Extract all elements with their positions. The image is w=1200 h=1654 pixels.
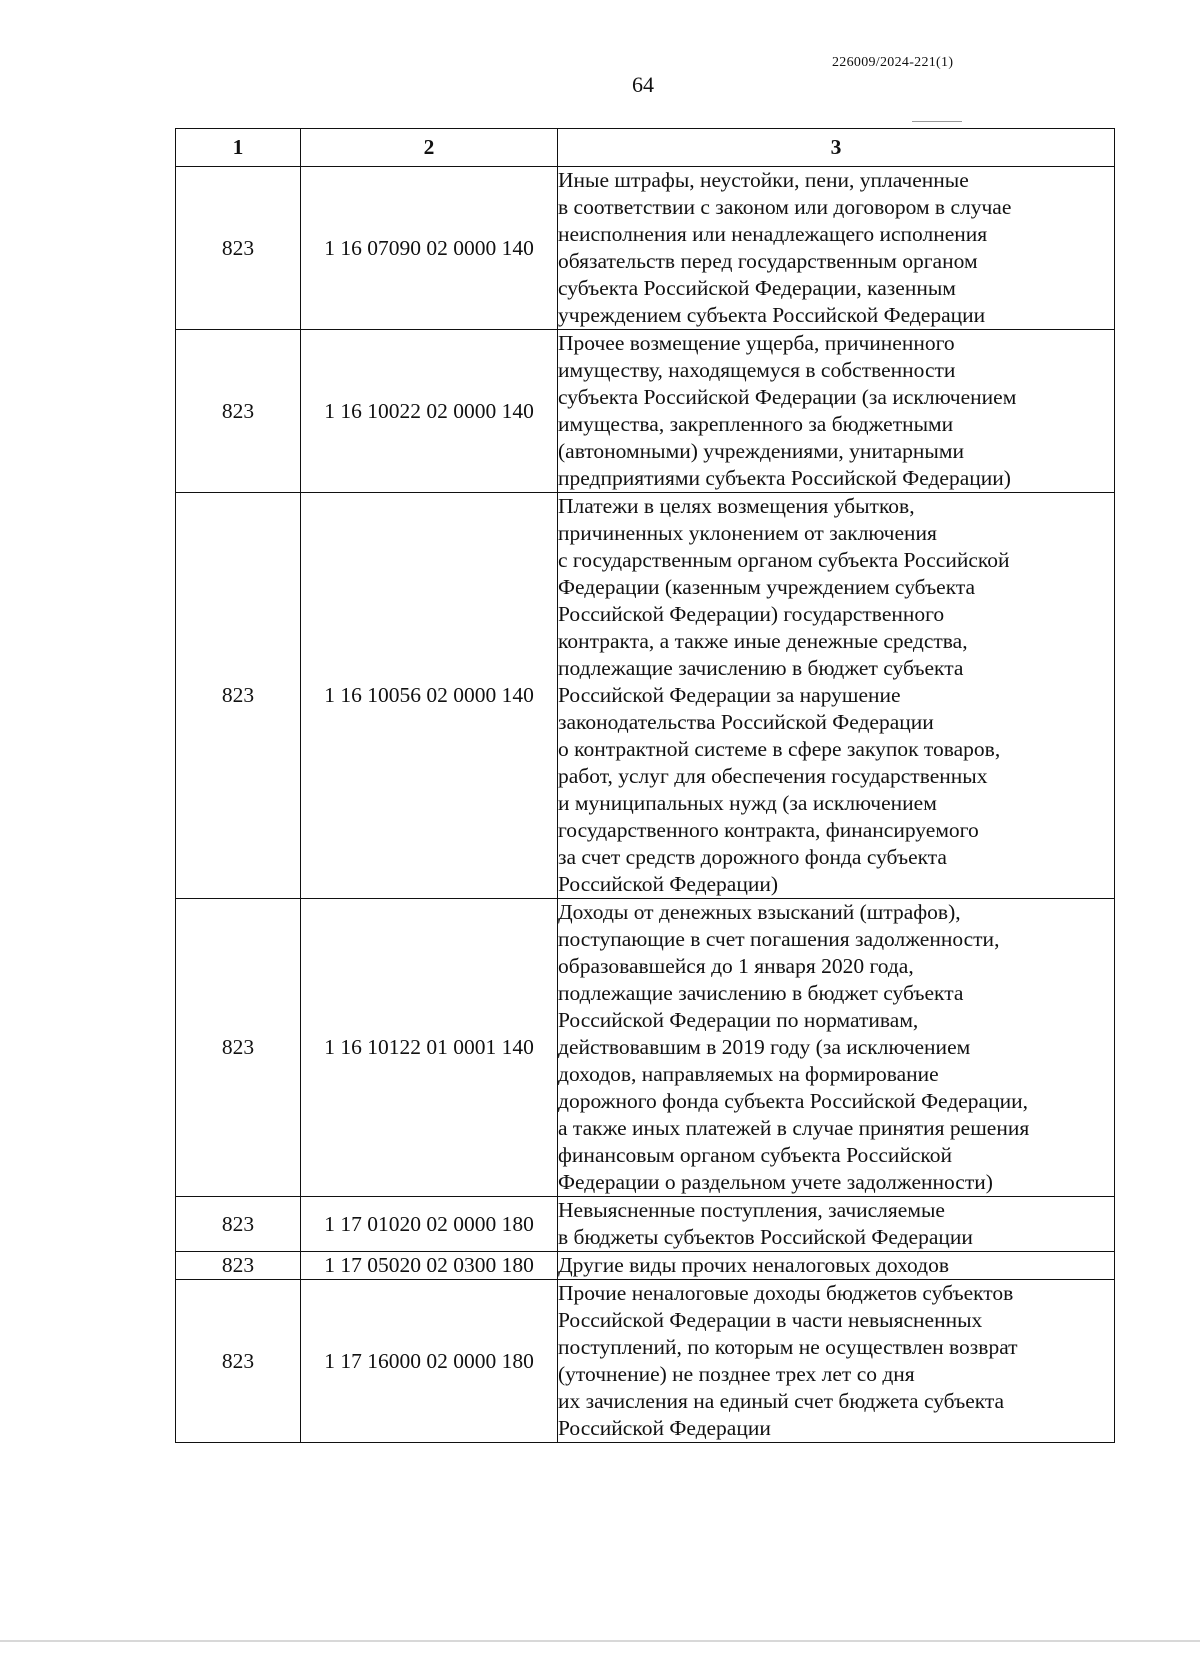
- administrator-code-cell: 823: [176, 167, 301, 330]
- description-line: о контрактной системе в сфере закупок товаров,: [558, 737, 1001, 761]
- administrator-code-cell: 823: [176, 493, 301, 899]
- description-line: Российской Федерации: [558, 1416, 771, 1440]
- description-line: учреждением субъекта Российской Федерации: [558, 303, 986, 327]
- description-line: поступающие в счет погашения задолженности,: [558, 927, 1000, 951]
- description-line: действовавшим в 2019 году (за исключением: [558, 1035, 971, 1059]
- page-number: 64: [632, 72, 654, 97]
- table-row: [176, 1197, 1115, 1252]
- description-line: (автономными) учреждениями, унитарными: [558, 439, 964, 463]
- column-header-1: 1: [176, 129, 301, 167]
- top-rule: [912, 121, 962, 122]
- description-line: доходов, направляемых на формирование: [558, 1062, 939, 1086]
- table-header: [176, 129, 1115, 167]
- description-line: финансовым органом субъекта Российской: [558, 1143, 953, 1167]
- description-line: Российской Федерации в части невыясненных: [558, 1308, 983, 1332]
- revenue-codes-table: [175, 128, 1115, 1443]
- description-line: подлежащие зачислению в бюджет субъекта: [558, 981, 964, 1005]
- table-row: [176, 1280, 1115, 1443]
- administrator-code-cell: 823: [176, 1197, 301, 1252]
- description-line: обязательств перед государственным органом: [558, 249, 978, 273]
- budget-classification-code-cell: 1 17 01020 02 0000 180: [301, 1197, 558, 1252]
- description-line: Иные штрафы, неустойки, пени, уплаченные: [558, 168, 969, 192]
- description-line: Федерации о раздельном учете задолженности): [558, 1170, 993, 1194]
- description-line: их зачисления на единый счет бюджета субъекта: [558, 1389, 1005, 1413]
- table-header-row: [176, 129, 1115, 167]
- administrator-code-cell: 823: [176, 330, 301, 493]
- description-line: дорожного фонда субъекта Российской Федерации,: [558, 1089, 1028, 1113]
- description-line: с государственным органом субъекта Российской: [558, 548, 1010, 572]
- table-row: [176, 899, 1115, 1197]
- description-line: законодательства Российской Федерации: [558, 710, 934, 734]
- document-number: 226009/2024-221(1): [832, 55, 954, 70]
- budget-classification-code-cell: 1 17 05020 02 0300 180: [301, 1252, 558, 1280]
- description-line: Другие виды прочих неналоговых доходов: [558, 1253, 950, 1277]
- description-line: Платежи в целях возмещения убытков,: [558, 494, 915, 518]
- description-line: поступлений, по которым не осуществлен возврат: [558, 1335, 1018, 1359]
- description-line: подлежащие зачислению в бюджет субъекта: [558, 656, 964, 680]
- budget-classification-code-cell: 1 16 10022 02 0000 140: [301, 330, 558, 493]
- revenue-description-cell: [558, 1197, 1115, 1252]
- table-row: [176, 493, 1115, 899]
- table-row: [176, 1252, 1115, 1280]
- description-line: Федерации (казенным учреждением субъекта: [558, 575, 976, 599]
- description-line: Доходы от денежных взысканий (штрафов),: [558, 900, 961, 924]
- description-line: и муниципальных нужд (за исключением: [558, 791, 937, 815]
- revenue-description-cell: [558, 1252, 1115, 1280]
- budget-classification-code-cell: 1 16 10122 01 0001 140: [301, 899, 558, 1197]
- budget-classification-code-cell: 1 16 10056 02 0000 140: [301, 493, 558, 899]
- description-line: а также иных платежей в случае принятия решения: [558, 1116, 1030, 1140]
- description-line: в бюджеты субъектов Российской Федерации: [558, 1225, 973, 1249]
- column-header-2: 2: [301, 129, 558, 167]
- description-line: причиненных уклонением от заключения: [558, 521, 937, 545]
- description-line: имущества, закрепленного за бюджетными: [558, 412, 954, 436]
- revenue-description-cell: [558, 167, 1115, 330]
- description-line: Прочее возмещение ущерба, причиненного: [558, 331, 955, 355]
- description-line: неисполнения или ненадлежащего исполнения: [558, 222, 988, 246]
- description-line: государственного контракта, финансируемого: [558, 818, 979, 842]
- administrator-code-cell: 823: [176, 1252, 301, 1280]
- revenue-description-cell: [558, 899, 1115, 1197]
- budget-classification-code-cell: 1 16 07090 02 0000 140: [301, 167, 558, 330]
- description-line: в соответствии с законом или договором в случае: [558, 195, 1012, 219]
- table-body: [176, 167, 1115, 1443]
- description-line: Невыясненные поступления, зачисляемые: [558, 1198, 945, 1222]
- description-line: контракта, а также иные денежные средства,: [558, 629, 968, 653]
- description-line: работ, услуг для обеспечения государственных: [558, 764, 988, 788]
- column-header-3: 3: [558, 129, 1115, 167]
- table-row: [176, 330, 1115, 493]
- table-row: [176, 167, 1115, 330]
- revenue-description-cell: [558, 1280, 1115, 1443]
- description-line: образовавшейся до 1 января 2020 года,: [558, 954, 914, 978]
- revenue-description-cell: [558, 330, 1115, 493]
- description-line: Российской Федерации за нарушение: [558, 683, 901, 707]
- description-line: субъекта Российской Федерации, казенным: [558, 276, 956, 300]
- description-line: Российской Федерации): [558, 872, 779, 896]
- administrator-code-cell: 823: [176, 1280, 301, 1443]
- description-line: Российской Федерации) государственного: [558, 602, 945, 626]
- page-bottom-rule: [0, 1640, 1200, 1642]
- revenue-description-cell: [558, 493, 1115, 899]
- description-line: имуществу, находящемуся в собственности: [558, 358, 956, 382]
- description-line: (уточнение) не позднее трех лет со дня: [558, 1362, 915, 1386]
- description-line: Прочие неналоговые доходы бюджетов субъектов: [558, 1281, 1014, 1305]
- description-line: за счет средств дорожного фонда субъекта: [558, 845, 947, 869]
- budget-classification-code-cell: 1 17 16000 02 0000 180: [301, 1280, 558, 1443]
- administrator-code-cell: 823: [176, 899, 301, 1197]
- description-line: Российской Федерации по нормативам,: [558, 1008, 919, 1032]
- description-line: субъекта Российской Федерации (за исключением: [558, 385, 1017, 409]
- description-line: предприятиями субъекта Российской Федерации): [558, 466, 1011, 490]
